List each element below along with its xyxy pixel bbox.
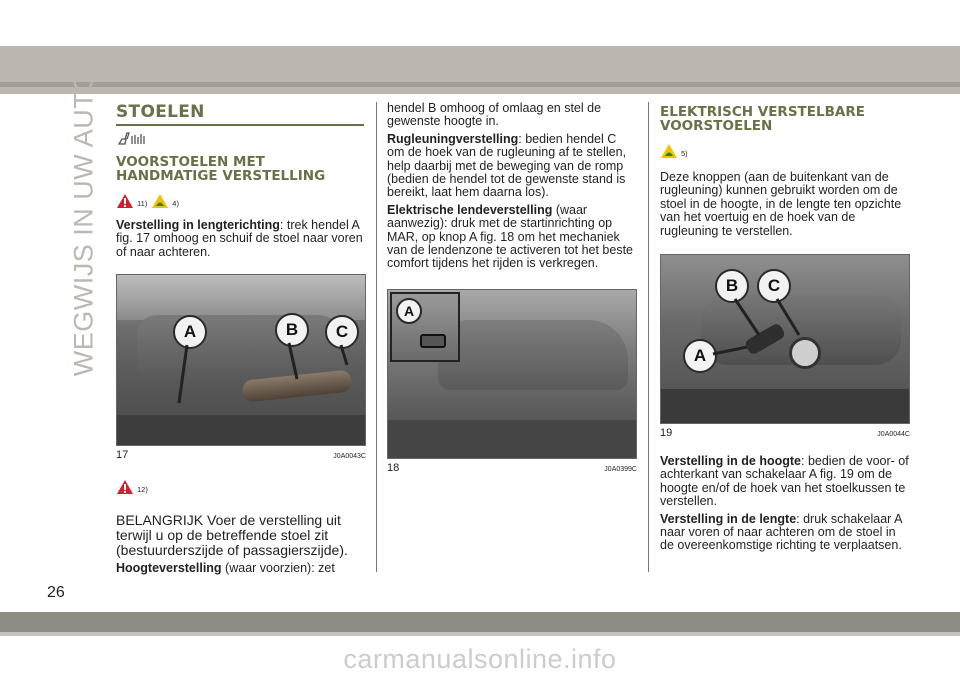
fig19-label-c: C: [757, 269, 791, 303]
term-height: Hoogteverstelling: [116, 561, 222, 576]
fig19-pointers: [661, 255, 909, 423]
paragraph-lengthwise: [116, 219, 366, 259]
figure-19-photo: [660, 254, 910, 424]
term-lumbar: Elektrische lendeverstelling: [387, 202, 553, 217]
figure-18-photo: [387, 289, 637, 459]
paragraph-height-electric: [660, 455, 910, 509]
figure-number: 18: [387, 461, 400, 474]
column-1: [116, 102, 366, 576]
fig18-label-a: A: [396, 298, 422, 324]
column-divider: [648, 102, 649, 572]
fig17-label-b: B: [275, 313, 309, 347]
section-title-electric: ELEKTRISCH VERSTELBARE VOORSTOELEN: [660, 104, 865, 134]
warning-ref: 4): [172, 199, 179, 208]
text: : druk schakelaar A naar voren of naar achteren om de stoel in de overeenkomstige richting te verplaatsen.: [660, 511, 902, 553]
figure-number: 17: [116, 449, 129, 462]
paragraph-height: [116, 562, 366, 575]
figure-number: 19: [660, 427, 673, 440]
paragraph-backrest: [387, 133, 637, 200]
term-backrest: Rugleuningverstelling: [387, 131, 519, 146]
text: (waar voorzien): zet: [221, 561, 335, 576]
subsection-title: VOORSTOELEN MET HANDMATIGE VERSTELLING: [116, 154, 326, 184]
watermark: carmanualsonline.info: [343, 644, 617, 674]
text: : bedien hendel C om de hoek van de rugleuning af te stellen, help daarbij met de beweging van de romp (bedien de hendel tot de gewenste stand is bereikt, laat hem daarna los).: [387, 131, 627, 200]
header-band-line: [0, 82, 960, 87]
paragraph-lumbar: [387, 204, 637, 271]
text: (waar aanwezig): druk met de startinrichting op MAR, op knop A fig. 18 om het mechaniek van de lendenzone te activeren tot het beste comfort tijdens het rijden is verkregen.: [387, 202, 634, 271]
section-rule: [116, 124, 364, 126]
chapter-sidebar: [66, 70, 102, 376]
paragraph-length-electric: [660, 513, 910, 553]
column-3: [660, 102, 910, 553]
paragraph-intro: Deze knoppen (aan de buitenkant van de rugleuning) kunnen gebruikt worden om de stoel in de hoogte, in de lengte ten opzichte van het voertuig en de hoek van de rugleuning te verstellen.: [660, 170, 902, 238]
term-height: Verstelling in de hoogte: [660, 454, 801, 469]
fig17-label-c: C: [325, 315, 359, 349]
environment-warning-icon: [660, 143, 678, 159]
chapter-title: WEGWIJS IN UW AUTO: [68, 70, 99, 376]
figure-17-caption: [116, 449, 366, 461]
fig17-pointers: [117, 275, 365, 445]
figure-19-caption: [660, 427, 910, 439]
warning-ref: 5): [681, 149, 688, 158]
fig19-label-a: A: [683, 339, 717, 373]
text: : bedien de voor- of achterkant van schakelaar A fig. 19 om de hoogte en/of de hoek van het stoelkussen te verstellen.: [660, 454, 909, 509]
page-number: 26: [47, 584, 65, 601]
term-length: Verstelling in de lengte: [660, 511, 797, 526]
warning-row: [116, 479, 366, 499]
column-divider: [376, 102, 377, 572]
term-lengthwise: Verstelling in lengterichting: [116, 218, 280, 232]
car-seat-icon: [116, 131, 150, 147]
text: : trek hendel A fig. 17 omhoog en schuif de stoel naar voren of naar achteren.: [116, 218, 363, 259]
footer-band: [0, 612, 960, 632]
warning-red-icon: [116, 479, 134, 495]
footer-band-line: [0, 632, 960, 636]
fig17-label-a: A: [173, 315, 207, 349]
environment-warning-icon: [151, 193, 169, 209]
figure-18-caption: [387, 462, 637, 474]
figure-code: J0A0399C: [604, 465, 637, 473]
section-title: STOELEN: [116, 102, 205, 122]
figure-code: J0A0044C: [877, 431, 910, 439]
fig19-label-b: B: [715, 269, 749, 303]
figure-17-photo: [116, 274, 366, 446]
warning-red-icon: [116, 193, 134, 209]
warning-row: [660, 143, 910, 163]
warning-ref: 11): [137, 199, 148, 208]
figure-code: J0A0043C: [333, 453, 366, 461]
warning-row: [116, 193, 366, 213]
column-2: [387, 102, 637, 474]
paragraph-height-cont: hendel B omhoog of omlaag en stel de gewenste hoogte in.: [387, 101, 602, 129]
warning-ref: 12): [137, 485, 148, 495]
important-note: BELANGRIJK Voer de verstelling uit terwijl u op de betreffende stoel zit (bestuurderszijde of passagierszijde).: [116, 512, 348, 559]
